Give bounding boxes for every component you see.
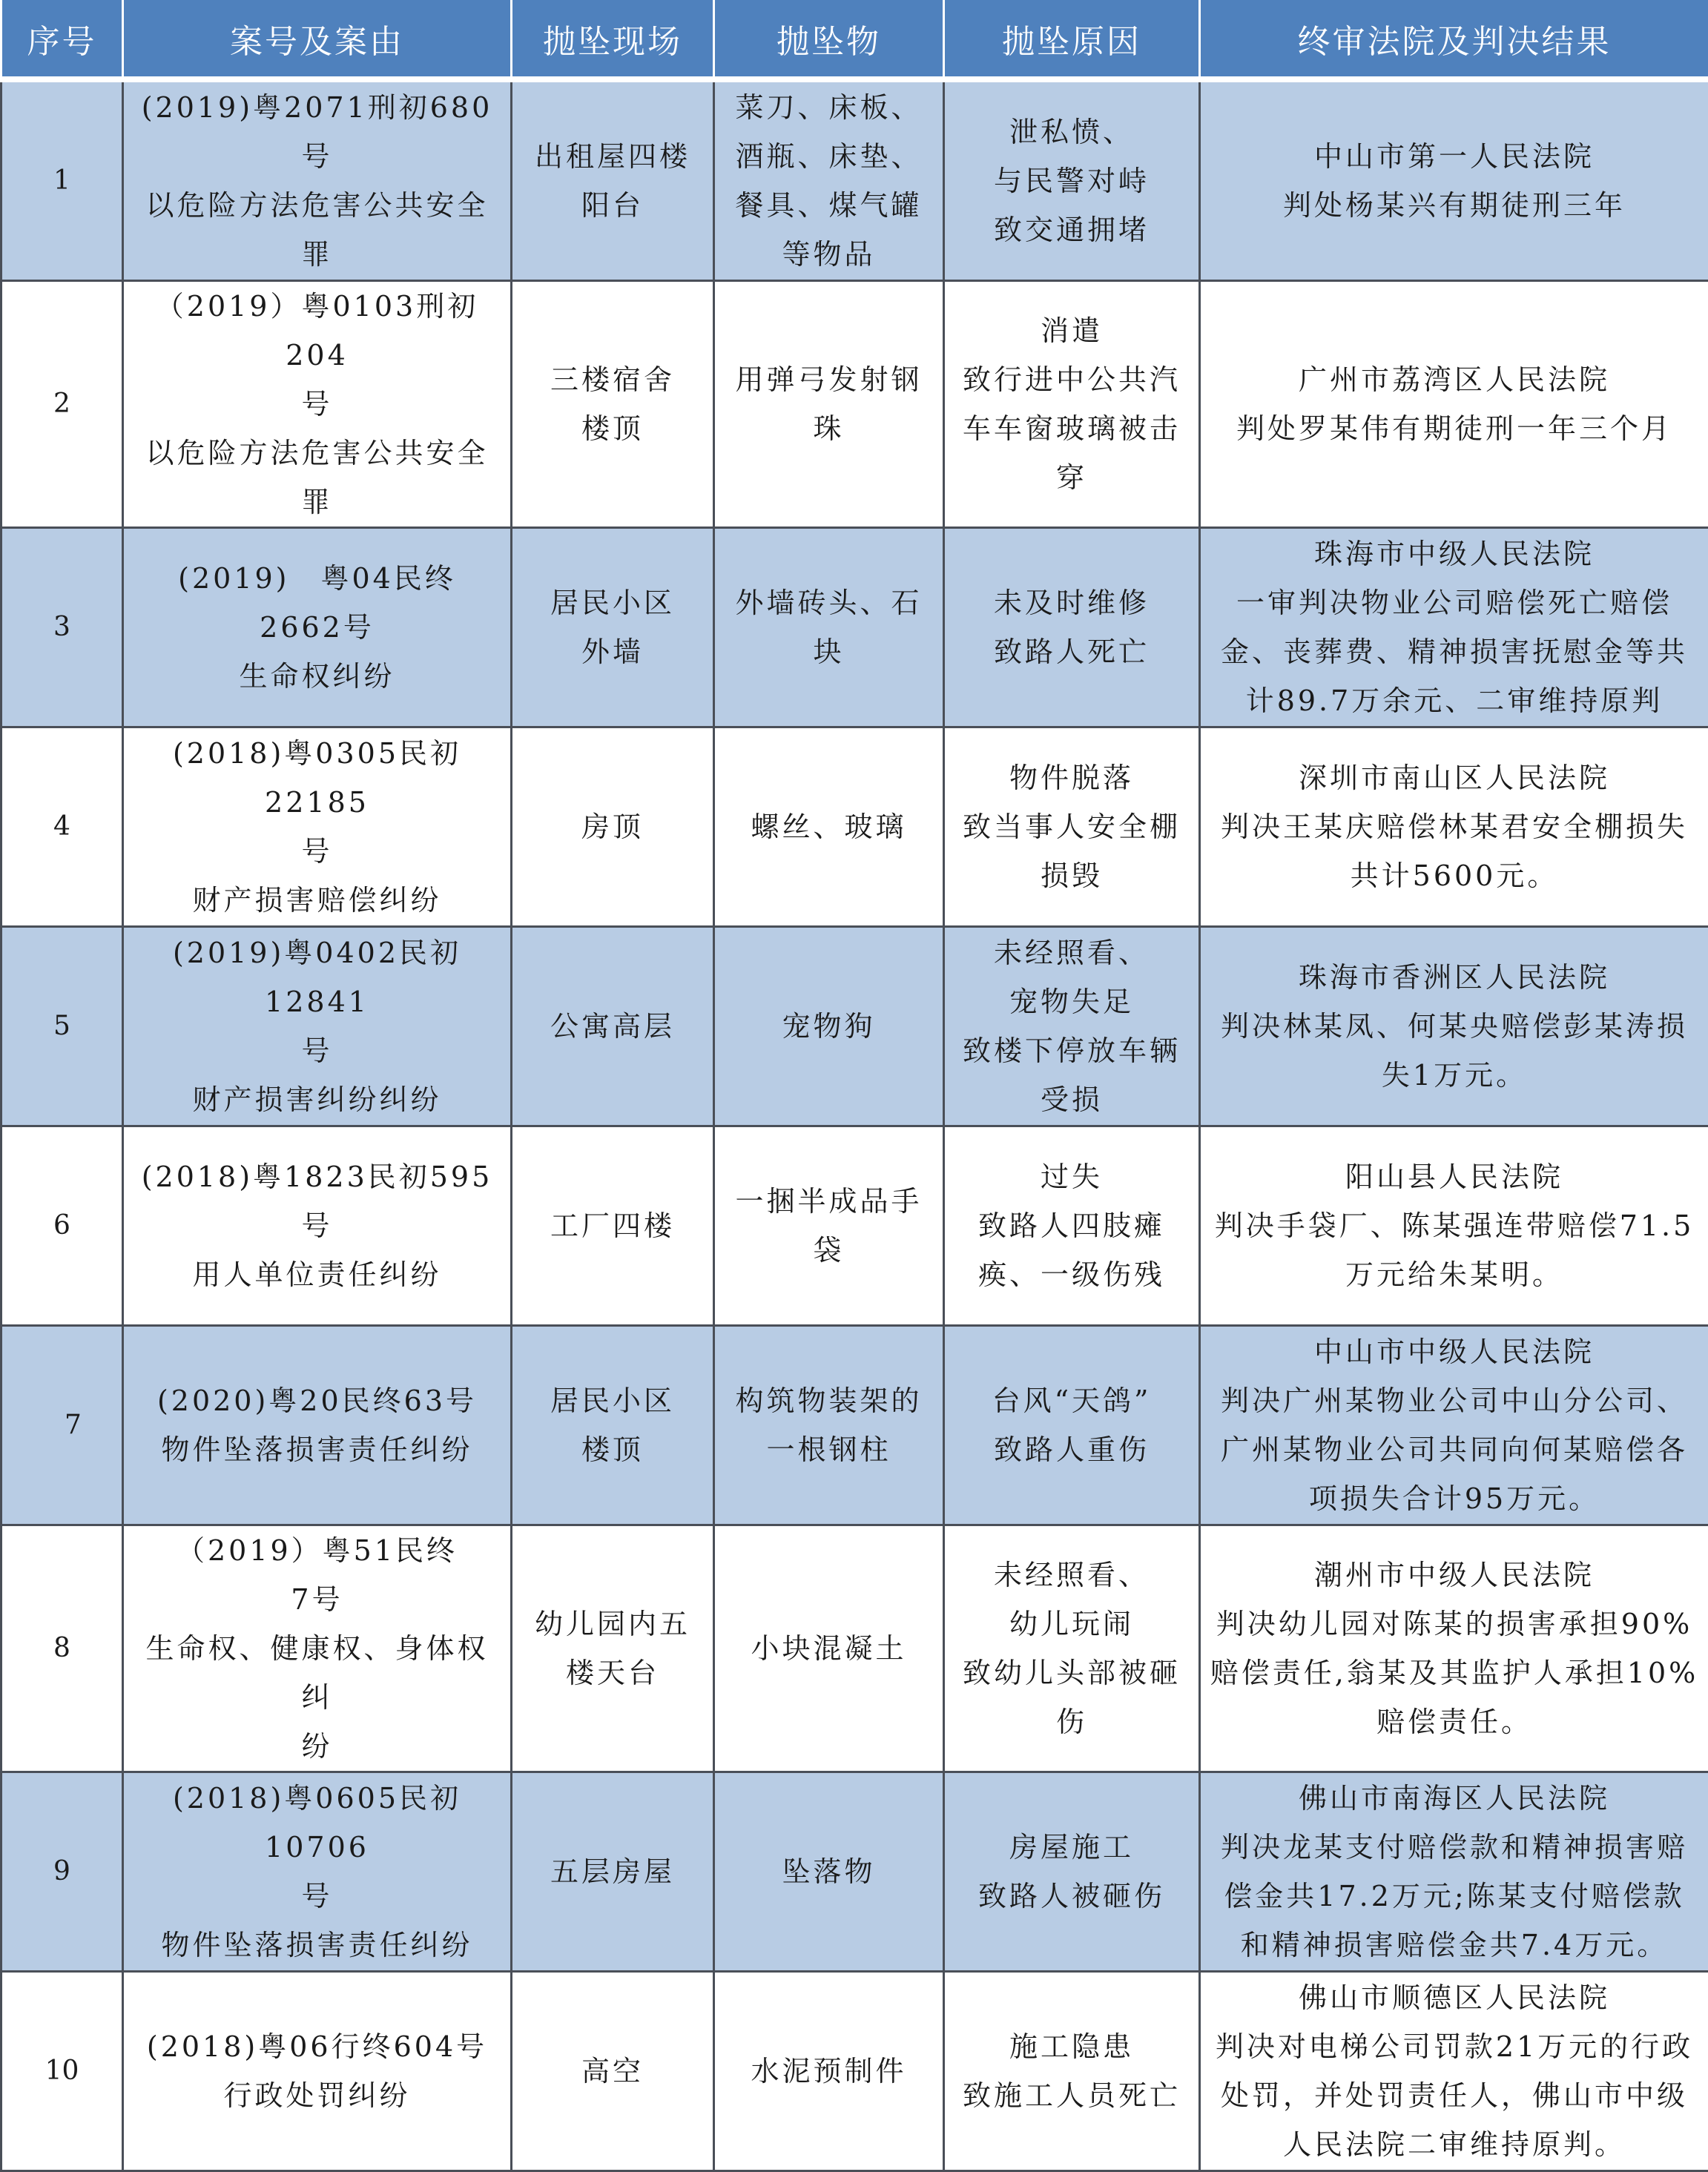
scene-cell — [512, 79, 714, 281]
verdict-cell — [1200, 281, 1708, 528]
object-text: 外墙砖头、石 块 — [722, 578, 935, 676]
table-row — [1, 1972, 1708, 2171]
case-text: （2019）粤0103刑初204 号 以危险方法危害公共安全 罪 — [131, 282, 503, 527]
scene-cell — [512, 727, 714, 927]
verdict-text: 广州市荔湾区人民法院 判处罗某伟有期徒刑一年三个月 — [1208, 355, 1701, 453]
cause-cell — [944, 79, 1200, 281]
scene-text: 居民小区 外墙 — [520, 578, 705, 676]
object-cell — [714, 281, 944, 528]
row-number-cell: 6 — [1, 1126, 123, 1326]
scene-text: 公寓高层 — [520, 1002, 705, 1051]
scene-cell — [512, 1326, 714, 1525]
verdict-text: 深圳市南山区人民法院 判决王某庆赔偿林某君安全棚损失 共计5600元。 — [1208, 753, 1701, 900]
cause-cell — [944, 1772, 1200, 1972]
object-cell — [714, 927, 944, 1126]
table-row — [1, 1126, 1708, 1326]
cause-text: 台风“天鸽” 致路人重伤 — [952, 1376, 1191, 1474]
verdict-text: 中山市中级人民法院 判决广州某物业公司中山分公司、 广州某物业公司共同向何某赔偿各 项损失合计95万元。 — [1208, 1327, 1701, 1523]
scene-text: 高空 — [520, 2047, 705, 2096]
cause-cell — [944, 1126, 1200, 1326]
table-row — [1, 927, 1708, 1126]
scene-cell — [512, 1525, 714, 1772]
object-text: 螺丝、玻璃 — [722, 802, 935, 851]
case-text: (2018)粤0305民初22185 号 财产损害赔偿纠纷 — [131, 729, 503, 925]
table-row — [1, 79, 1708, 281]
row-number-cell: 3 — [1, 528, 123, 727]
object-text: 小块混凝土 — [722, 1624, 935, 1673]
case-cell — [123, 528, 512, 727]
table-row — [1, 1525, 1708, 1772]
object-cell — [714, 1326, 944, 1525]
cause-text: 消遣 致行进中公共汽 车车窗玻璃被击 穿 — [952, 306, 1191, 502]
header-case: 案号及案由 — [123, 0, 512, 79]
object-cell — [714, 1772, 944, 1972]
verdict-text: 潮州市中级人民法院 判决幼儿园对陈某的损害承担90% 赔偿责任,翁某及其监护人承担10% 赔偿责任。 — [1208, 1551, 1701, 1746]
scene-text: 幼儿园内五 楼天台 — [520, 1600, 705, 1697]
row-number-cell: 9 — [1, 1772, 123, 1972]
cause-cell — [944, 1972, 1200, 2171]
verdict-cell — [1200, 1126, 1708, 1326]
verdict-cell — [1200, 927, 1708, 1126]
verdict-text: 佛山市南海区人民法院 判决龙某支付赔偿款和精神损害赔 偿金共17.2万元;陈某支付赔偿款 和精神损害赔偿金共7.4万元。 — [1208, 1774, 1701, 1970]
cause-cell — [944, 1525, 1200, 1772]
scene-cell — [512, 1772, 714, 1972]
scene-cell — [512, 1972, 714, 2171]
row-number-cell: 4 — [1, 727, 123, 927]
row-number-cell: 5 — [1, 927, 123, 1126]
case-cell — [123, 927, 512, 1126]
cause-text: 泄私愤、 与民警对峙 致交通拥堵 — [952, 108, 1191, 254]
header-cause: 抛坠原因 — [944, 0, 1200, 79]
object-text: 用弹弓发射钢 珠 — [722, 355, 935, 453]
scene-text: 工厂四楼 — [520, 1201, 705, 1250]
header-scene: 抛坠现场 — [512, 0, 714, 79]
object-text: 宠物狗 — [722, 1002, 935, 1051]
header-object: 抛坠物 — [714, 0, 944, 79]
object-text: 菜刀、床板、 酒瓶、床垫、 餐具、煤气罐 等物品 — [722, 83, 935, 279]
scene-cell — [512, 281, 714, 528]
case-cell — [123, 1525, 512, 1772]
case-cell — [123, 79, 512, 281]
object-cell — [714, 528, 944, 727]
object-text: 一捆半成品手 袋 — [722, 1177, 935, 1275]
cause-text: 未经照看、 宠物失足 致楼下停放车辆 受损 — [952, 928, 1191, 1124]
case-text: (2018)粤0605民初10706 号 物件坠落损害责任纠纷 — [131, 1774, 503, 1970]
verdict-cell — [1200, 727, 1708, 927]
case-text: (2019)粤2071刑初680号 以危险方法危害公共安全 罪 — [131, 83, 503, 279]
verdict-cell — [1200, 79, 1708, 281]
verdict-cell — [1200, 1772, 1708, 1972]
header-index: 序号 — [1, 0, 123, 79]
verdict-text: 珠海市中级人民法院 一审判决物业公司赔偿死亡赔偿 金、丧葬费、精神损害抚慰金等共 计89.7万余元、二审维持原判 — [1208, 529, 1701, 725]
scene-text: 居民小区 楼顶 — [520, 1376, 705, 1474]
row-number-cell: 10 — [1, 1972, 123, 2171]
header-row — [1, 0, 1708, 79]
object-cell — [714, 1126, 944, 1326]
verdict-cell — [1200, 528, 1708, 727]
cause-text: 未经照看、 幼儿玩闹 致幼儿头部被砸 伤 — [952, 1551, 1191, 1746]
cause-text: 过失 致路人四肢瘫 痪、一级伤残 — [952, 1152, 1191, 1299]
case-cell — [123, 727, 512, 927]
row-number-cell: 1 — [1, 79, 123, 281]
table-row — [1, 1326, 1708, 1525]
case-cell — [123, 1126, 512, 1326]
scene-cell — [512, 1126, 714, 1326]
case-text: (2020)粤20民终63号 物件坠落损害责任纠纷 — [131, 1376, 503, 1474]
row-number-cell: 7 — [1, 1326, 123, 1525]
cause-cell — [944, 528, 1200, 727]
case-text: (2018)粤06行终604号 行政处罚纠纷 — [131, 2022, 503, 2120]
scene-cell — [512, 528, 714, 727]
case-cell — [123, 1772, 512, 1972]
scene-text: 房顶 — [520, 802, 705, 851]
cause-text: 施工隐患 致施工人员死亡 — [952, 2022, 1191, 2120]
verdict-text: 佛山市顺德区人民法院 判决对电梯公司罚款21万元的行政 处罚，并处罚责任人，佛山市中级 人民法院二审维持原判。 — [1208, 1973, 1701, 2169]
cause-text: 物件脱落 致当事人安全棚 损毁 — [952, 753, 1191, 900]
cause-cell — [944, 727, 1200, 927]
object-text: 水泥预制件 — [722, 2047, 935, 2096]
cause-cell — [944, 281, 1200, 528]
object-text: 坠落物 — [722, 1847, 935, 1896]
cause-cell — [944, 927, 1200, 1126]
object-cell — [714, 1525, 944, 1772]
case-text: （2019）粤51民终 7号 生命权、健康权、身体权纠 纷 — [131, 1526, 503, 1771]
verdict-text: 珠海市香洲区人民法院 判决林某凤、何某央赔偿彭某涛损 失1万元。 — [1208, 953, 1701, 1100]
verdict-cell — [1200, 1972, 1708, 2171]
case-text: (2019) 粤04民终 2662号 生命权纠纷 — [131, 554, 503, 701]
case-cell — [123, 1326, 512, 1525]
cause-text: 未及时维修 致路人死亡 — [952, 578, 1191, 676]
scene-text: 出租屋四楼 阳台 — [520, 132, 705, 230]
table-row — [1, 528, 1708, 727]
verdict-text: 阳山县人民法院 判决手袋厂、陈某强连带赔偿71.5 万元给朱某明。 — [1208, 1152, 1701, 1299]
case-text: (2018)粤1823民初595号 用人单位责任纠纷 — [131, 1152, 503, 1299]
object-text: 构筑物装架的 一根钢柱 — [722, 1376, 935, 1474]
row-number-cell: 2 — [1, 281, 123, 528]
case-cell — [123, 281, 512, 528]
verdict-cell — [1200, 1525, 1708, 1772]
object-cell — [714, 727, 944, 927]
case-text: (2019)粤0402民初12841 号 财产损害纠纷纠纷 — [131, 928, 503, 1124]
row-number-cell: 8 — [1, 1525, 123, 1772]
verdict-text: 中山市第一人民法院 判处杨某兴有期徒刑三年 — [1208, 132, 1701, 230]
scene-cell — [512, 927, 714, 1126]
case-cell — [123, 1972, 512, 2171]
verdict-cell — [1200, 1326, 1708, 1525]
object-cell — [714, 1972, 944, 2171]
table-row — [1, 727, 1708, 927]
scene-text: 五层房屋 — [520, 1847, 705, 1896]
scene-text: 三楼宿舍 楼顶 — [520, 355, 705, 453]
cause-cell — [944, 1326, 1200, 1525]
header-verdict: 终审法院及判决结果 — [1200, 0, 1708, 79]
cause-text: 房屋施工 致路人被砸伤 — [952, 1823, 1191, 1921]
object-cell — [714, 79, 944, 281]
table-row — [1, 281, 1708, 528]
table-row — [1, 1772, 1708, 1972]
